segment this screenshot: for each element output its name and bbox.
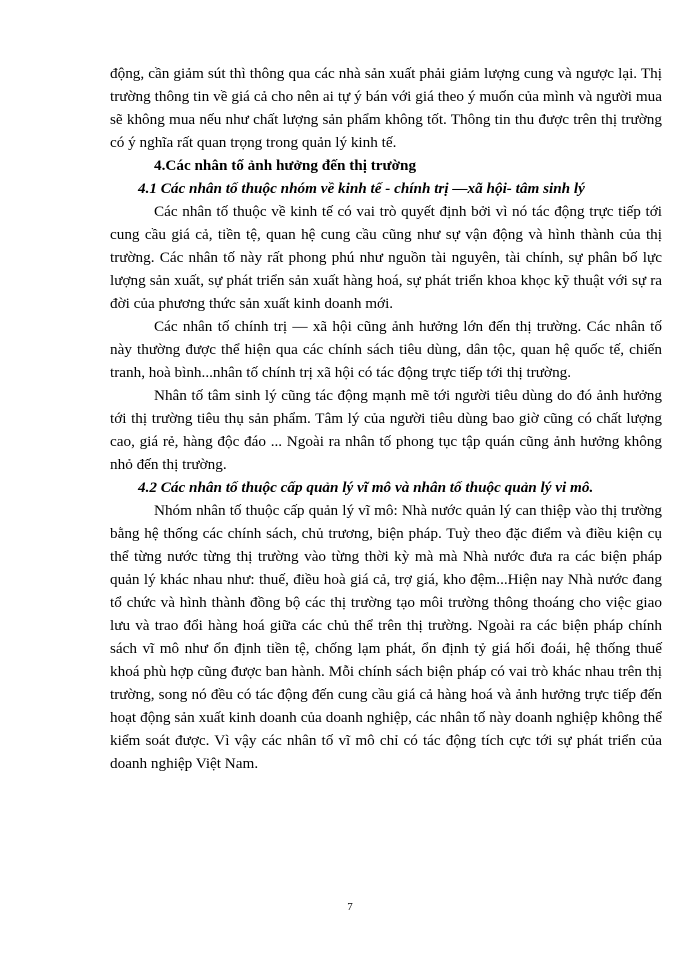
document-page — [110, 62, 662, 775]
page-number: 7 — [347, 901, 353, 913]
section-heading-4: 4.Các nhân tố ảnh hưởng đến thị trường — [154, 157, 417, 174]
paragraph-economic-factors: Các nhân tố thuộc về kinh tế có vai trò quyết định bởi vì nó tác động trực tiếp tới cung cầu giá cả, tiền tệ, quan hệ cung cầu cũng như sự vận động và hình thành của thị trường. Các nhân tố này rất phong phú như nguồn tài nguyên, tài chính, sự phân bố lực lượng sản xuất, sự phát triển sản xuất hàng hoá, sự phát triển khoa khọc kỹ thuật với sự ra đời của phương thức sản xuất kinh doanh mới. — [110, 203, 662, 312]
paragraph-political-social-factors: Các nhân tố chính trị — xã hội cũng ảnh hưởng lớn đến thị trường. Các nhân tố này thường được thể hiện qua các chính sách tiêu dùng, dân tộc, quan hệ quốc tế, chiến tranh, hoà bình...nhân tố chính trị xã hội có tác động trực tiếp tới thị trường. — [110, 318, 662, 381]
subsection-heading-4-1: 4.1 Các nhân tố thuộc nhóm về kinh tế - chính trị —xã hội- tâm sinh lý — [138, 180, 585, 197]
paragraph-market-information: động, cần giảm sút thì thông qua các nhà sản xuất phải giảm lượng cung và ngược lại. Thị trường thông tin về giá cả cho nên ai tự ý bán với giá theo ý muốn của mình và người mua sẽ không mua nếu như chất lượng sản phẩm không tốt. Thông tin thu được trên thị trường có ý nghĩa rất quan trọng trong quản lý kinh tế. — [110, 65, 662, 151]
subsection-heading-4-2: 4.2 Các nhân tố thuộc cấp quản lý vĩ mô và nhân tố thuộc quản lý vi mô. — [138, 479, 594, 496]
paragraph-macro-management-factors: Nhóm nhân tố thuộc cấp quản lý vĩ mô: Nhà nước quản lý can thiệp vào thị trường bằng hệ thống các chính sách, chủ trương, biện pháp. Tuỳ theo đặc điểm và điều kiện cụ thể từng nước từng thị trường vào từng thời kỳ mà mà Nhà nước đưa ra các biện pháp quản lý khác nhau như: thuế, điều hoà giá cả, trợ giá, kho đệm...Hiện nay Nhà nước đang tổ chức và hình thành đồng bộ các thị trường tạo môi trường thông thoáng cho việc giao lưu và trao đổi hàng hoá giữa các chủ thể trên thị trường. Ngoài ra các biện pháp chính sách vĩ mô như ổn định tiền tệ, chống lạm phát, ổn định tỷ giá hối đoái, hệ thống thuế khoá phù hợp cũng được ban hành. Mỗi chính sách biện pháp có vai trò khác nhau trên thị trường, song nó đều có tác động đến cung cầu giá cả hàng hoá và ảnh hưởng trực tiếp đến hoạt động sản xuất kinh doanh của doanh nghiệp, các nhân tố này doanh nghiệp không thể kiểm soát được. Vì vậy các nhân tố vĩ mô chỉ có tác động tích cực tới sự phát triển của doanh nghiệp Việt Nam. — [110, 502, 662, 772]
paragraph-psychological-factors: Nhân tố tâm sinh lý cũng tác động mạnh mẽ tới người tiêu dùng do đó ảnh hưởng tới thị trường tiêu thụ sản phẩm. Tâm lý của người tiêu dùng bao giờ cũng có chất lượng cao, giá rẻ, hàng độc đáo ... Ngoài ra nhân tố phong tục tập quán cũng ảnh hưởng không nhỏ đến thị trường. — [110, 387, 662, 473]
